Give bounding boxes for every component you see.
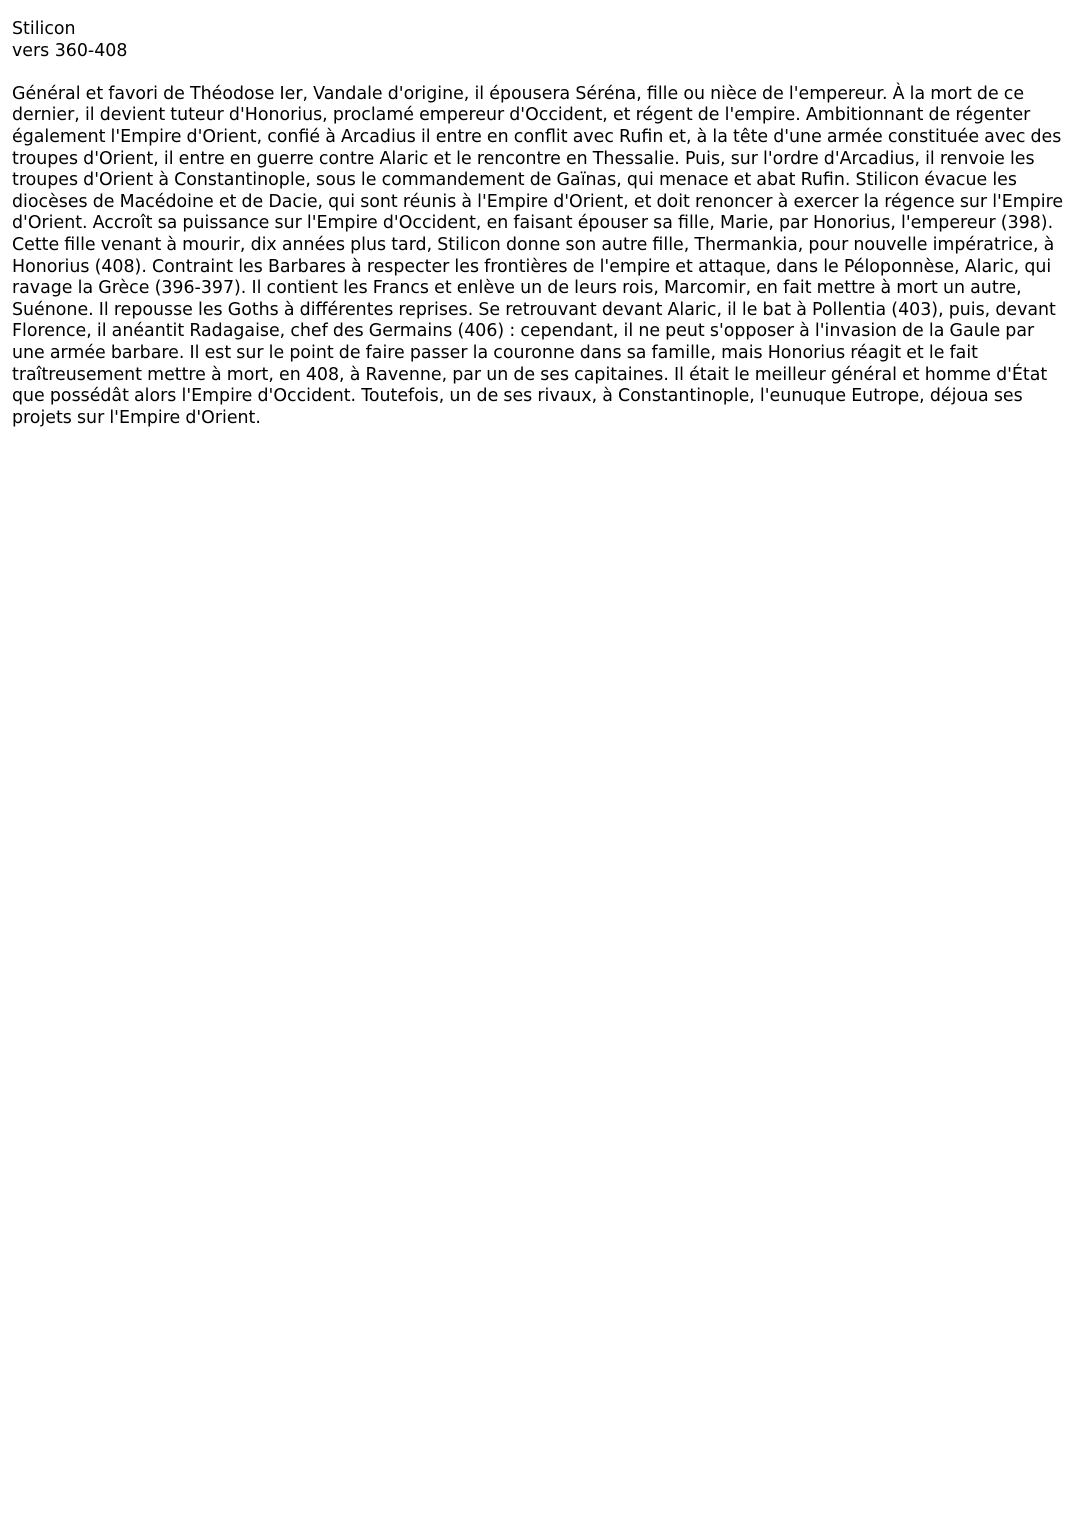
paragraph-spacer: [12, 62, 1064, 84]
document-body: Général et favori de Théodose Ier, Vandale d'origine, il épousera Séréna, fille ou nièce de l'empereur. À la mort de ce dernier, il devient tuteur d'Honorius, proclamé empereur d'Occident, et régent de l'empire. Ambitionnant de régenter également l'Empire d'Orient, confié à Arcadius il entre en conflit avec Rufin et, à la tête d'une armée constituée avec des troupes d'Orient, il entre en guerre contre Alaric et le rencontre en Thessalie. Puis, sur l'ordre d'Arcadius, il renvoie les troupes d'Orient à Constantinople, sous le commandement de Gaïnas, qui menace et abat Rufin. Stilicon évacue les diocèses de Macédoine et de Dacie, qui sont réunis à l'Empire d'Orient, et doit renoncer à exercer la régence sur l'Empire d'Orient. Accroît sa puissance sur l'Empire d'Occident, en faisant épouser sa fille, Marie, par Honorius, l'empereur (398). Cette fille venant à mourir, dix années plus tard, Stilicon donne son autre fille, Thermankia, pour nouvelle impératrice, à Honorius (408). Contraint les Barbares à respecter les frontières de l'empire et attaque, dans le Péloponnèse, Alaric, qui ravage la Grèce (396-397). Il contient les Francs et enlève un de leurs rois, Marcomir, en fait mettre à mort un autre, Suénone. Il repousse les Goths à différentes reprises. Se retrouvant devant Alaric, il le bat à Pollentia (403), puis, devant Florence, il anéantit Radagaise, chef des Germains (406) : cependant, il ne peut s'opposer à l'invasion de la Gaule par une armée barbare. Il est sur le point de faire passer la couronne dans sa famille, mais Honorius réagit et le fait traîtreusement mettre à mort, en 408, à Ravenne, par un de ses capitaines. Il était le meilleur général et homme d'État que possédât alors l'Empire d'Occident. Toutefois, un de ses rivaux, à Constantinople, l'eunuque Eutrope, déjoua ses projets sur l'Empire d'Orient.: [12, 83, 1064, 428]
document-title: Stilicon: [12, 19, 76, 39]
document-page: [12, 19, 1064, 429]
document-dates: vers 360-408: [12, 40, 128, 61]
